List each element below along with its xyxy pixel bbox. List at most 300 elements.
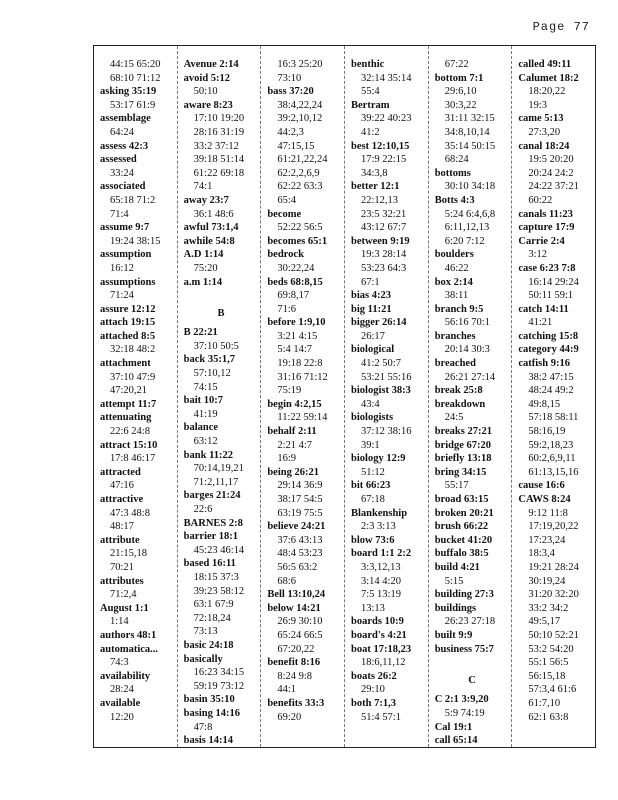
index-term: attractive (100, 494, 144, 505)
index-term: bottoms (434, 167, 471, 179)
index-reference: 16:12 (110, 262, 134, 274)
index-term: assessed (100, 154, 137, 166)
index-reference: 24:5 (444, 412, 464, 424)
index-column-2 (178, 46, 262, 747)
index-reference: 23:5 32:21 (361, 208, 407, 220)
index-term: Botts 4:3 (434, 194, 475, 206)
index-reference: 6:20 7:12 (444, 235, 485, 247)
index-reference: 9:12 11:8 (528, 507, 568, 519)
index-term: attachment (100, 358, 151, 370)
index-term: broad 63:15 (434, 494, 489, 505)
index-reference: 37:10 47:9 (110, 371, 156, 383)
index-term: attracted (100, 466, 141, 478)
index-reference: 31:16 71:12 (277, 371, 328, 383)
index-reference: 17:8 46:17 (110, 453, 156, 465)
index-reference: 41:21 (528, 317, 553, 329)
index-reference: 41:19 (193, 408, 218, 420)
index-term: Carrie 2:4 (518, 235, 565, 247)
index-term: CAWS 8:24 (518, 494, 571, 505)
index-reference: 33:2 37:12 (193, 140, 239, 152)
index-reference: 44:15 65:20 (110, 59, 161, 70)
index-term: attempt 11:7 (100, 398, 157, 410)
index-term: assume 9:7 (100, 222, 150, 234)
index-reference: 19:5 20:20 (528, 154, 574, 166)
index-term: bridge 67:20 (434, 439, 491, 451)
index-term: C 2:1 3:9,20 (434, 694, 489, 706)
index-reference: 6:11,12,13 (444, 222, 490, 234)
index-reference: 37:12 38:16 (361, 426, 412, 438)
index-reference: 43:12 67:7 (361, 222, 407, 234)
index-term: assemblage (100, 113, 151, 125)
index-term: business 75:7 (434, 643, 494, 655)
index-term: branch 9:5 (434, 303, 484, 315)
index-term: barrier 18:1 (183, 531, 239, 543)
index-reference: 71:2,4 (110, 589, 137, 601)
index-reference: 75:20 (193, 262, 218, 274)
index-term: catch 14:11 (518, 303, 569, 315)
index-term: basin 35:10 (183, 694, 235, 706)
index-reference: 61:7,10 (528, 697, 561, 709)
index-term: basic 24:18 (183, 639, 234, 651)
index-term: biological (351, 344, 395, 356)
index-reference: 47:3 48:8 (110, 507, 150, 519)
index-reference: 53:17 61:9 (110, 99, 156, 111)
index-term: beds 68:8,15 (267, 276, 323, 288)
index-reference: 74:3 (110, 657, 129, 669)
index-reference: 37:10 50:5 (193, 340, 239, 352)
index-reference: 16:14 29:24 (528, 276, 579, 288)
index-term: become (267, 208, 302, 220)
index-term: biologists (351, 412, 394, 424)
index-term: best 12:10,15 (351, 140, 410, 152)
index-reference: 74:15 (193, 381, 218, 393)
index-reference: 71:6 (277, 303, 297, 315)
index-reference: 30:19,24 (528, 575, 566, 587)
index-term: boat 17:18,23 (351, 643, 412, 655)
index-reference: 30:10 34:18 (444, 181, 496, 193)
index-term: build 4:21 (434, 561, 480, 573)
index-term: came 5:13 (518, 113, 564, 125)
index-reference: 57:3,4 61:6 (528, 684, 577, 696)
index-reference: 33:2 34:2 (528, 602, 569, 614)
index-reference: 5:9 74:19 (444, 707, 485, 719)
index-reference: 2:3 3:13 (361, 521, 396, 533)
index-reference: 16:3 25:20 (277, 59, 323, 70)
index-reference: 47:8 (193, 721, 213, 733)
index-term: benefit 8:16 (267, 657, 321, 669)
index-reference: 38:4,22,24 (277, 99, 323, 111)
index-term: bigger 26:14 (351, 317, 407, 329)
index-term: aware 8:23 (183, 99, 233, 111)
index-frame (93, 45, 596, 748)
index-reference: 3:12 (528, 249, 548, 261)
index-reference: 19:3 (528, 99, 548, 111)
index-reference: 29:10 (361, 684, 385, 696)
index-reference: 5:24 6:4,6,8 (444, 208, 496, 220)
index-reference: 18:3,4 (528, 548, 555, 560)
index-term: catching 15:8 (518, 330, 579, 342)
index-term: brush 66:22 (434, 521, 489, 533)
index-term: boulders (434, 249, 474, 261)
index-term: assumption (100, 249, 152, 261)
index-reference: 60:2,6,9,11 (528, 453, 576, 465)
index-term: attach 19:15 (100, 317, 156, 329)
index-reference: 28:16 31:19 (193, 126, 245, 138)
index-term: boards 10:9 (351, 616, 404, 628)
index-reference: 13:13 (361, 602, 385, 614)
index-term: basing 14:16 (183, 707, 240, 719)
blank-line (184, 289, 259, 303)
index-reference: 51:12 (361, 466, 385, 478)
index-reference: 57:10,12 (193, 368, 231, 380)
index-term: awful 73:1,4 (183, 222, 239, 234)
index-reference: 70:14,19,21 (193, 463, 244, 475)
index-reference: 22:12,13 (361, 194, 399, 206)
index-reference: 63:12 (193, 436, 218, 448)
index-term: B 22:21 (183, 327, 218, 339)
index-reference: 49:8,15 (528, 398, 561, 410)
index-term: canal 18:24 (518, 140, 570, 152)
index-reference: 17:10 19:20 (193, 113, 245, 125)
index-reference: 31:20 32:20 (528, 589, 579, 601)
index-term: bring 34:15 (434, 466, 487, 478)
index-reference: 24:22 37:21 (528, 181, 579, 193)
index-term: attenuating (100, 412, 152, 424)
index-term: attached 8:5 (100, 330, 156, 342)
index-term: buffalo 38:5 (434, 548, 489, 560)
index-term: board's 4:21 (351, 629, 407, 641)
index-reference: 45:23 46:14 (193, 544, 245, 556)
index-term: Calumet 18:2 (518, 72, 579, 84)
index-term: bias 4:23 (351, 290, 391, 302)
index-column-4 (345, 46, 429, 747)
index-reference: 26:21 27:14 (444, 371, 496, 383)
index-term: breakdown (434, 398, 486, 410)
index-term: boats 26:2 (351, 670, 397, 682)
index-term: A.D 1:14 (183, 249, 224, 261)
index-term: broken 20:21 (434, 507, 494, 519)
index-reference: 2:21 4:7 (277, 439, 313, 451)
index-reference: 41:2 50:7 (361, 358, 401, 370)
index-term: basically (183, 653, 223, 665)
index-reference: 61:21,22,24 (277, 154, 328, 166)
index-term: August 1:1 (100, 602, 149, 614)
index-term: bedrock (267, 249, 304, 261)
index-term: behalf 2:11 (267, 426, 317, 438)
index-term: awhile 54:8 (183, 235, 235, 247)
index-reference: 33:24 (110, 167, 134, 179)
index-reference: 51:4 57:1 (361, 711, 401, 723)
index-reference: 63:19 75:5 (277, 507, 323, 519)
index-term: a.m 1:14 (183, 276, 223, 288)
section-letter: B (217, 307, 225, 319)
index-term: away 23:7 (183, 194, 229, 206)
index-column-3 (261, 46, 345, 747)
index-reference: 58:16,19 (528, 426, 566, 438)
index-term: catfish 9:16 (518, 358, 570, 370)
index-column-1 (94, 46, 178, 747)
index-reference: 56:15,18 (528, 670, 566, 682)
index-term: back 35:1,7 (183, 354, 236, 366)
index-reference: 48:17 (110, 521, 134, 533)
index-term: attract 15:10 (100, 439, 158, 451)
index-term: built 9:9 (434, 629, 473, 641)
index-reference: 32:14 35:14 (361, 72, 412, 84)
index-reference: 64:24 (110, 126, 134, 138)
index-reference: 68:6 (277, 575, 297, 587)
index-reference: 18:6,11,12 (361, 657, 406, 669)
index-term: call 65:14 (434, 735, 478, 747)
index-reference: 20:14 30:3 (444, 344, 490, 356)
index-reference: 63:1 67:9 (193, 599, 234, 611)
index-term: asking 35:19 (100, 86, 157, 98)
index-reference: 43:4 (361, 398, 380, 410)
index-term: buildings (434, 602, 477, 614)
index-reference: 27:3,20 (528, 126, 561, 138)
index-reference: 12:20 (110, 711, 134, 723)
index-reference: 36:1 48:6 (193, 208, 234, 220)
index-reference: 61:22 69:18 (193, 167, 245, 179)
index-reference: 5:15 (444, 575, 464, 587)
index-term: between 9:19 (351, 235, 410, 247)
index-reference: 61:13,15,16 (528, 466, 579, 478)
index-reference: 16:23 34:15 (193, 667, 245, 679)
index-reference: 44:1 (277, 684, 297, 696)
index-term: bottom 7:1 (434, 72, 484, 84)
index-term: availability (100, 670, 151, 682)
index-reference: 26:17 (361, 330, 385, 342)
index-term: branches (434, 330, 476, 342)
index-reference: 20:24 24:2 (528, 167, 574, 179)
index-reference: 74:1 (193, 181, 213, 193)
index-reference: 55:1 56:5 (528, 657, 569, 669)
index-term: benthic (351, 59, 385, 70)
index-term: benefits 33:3 (267, 697, 325, 709)
index-reference: 30:22,24 (277, 262, 315, 274)
index-term: bucket 41:20 (434, 534, 493, 546)
index-reference: 50:11 59:1 (528, 290, 574, 302)
index-reference: 39:2,10,12 (277, 113, 323, 125)
index-reference: 39:22 40:23 (361, 113, 412, 125)
index-reference: 38:17 54:5 (277, 494, 323, 505)
index-term: breached (434, 358, 476, 370)
index-term: attribute (100, 534, 140, 546)
index-reference: 3:14 4:20 (361, 575, 401, 587)
index-term: bass 37:20 (267, 86, 314, 98)
index-term: cause 16:6 (518, 480, 565, 492)
index-term: Bertram (351, 99, 390, 111)
index-term: break 25:8 (434, 385, 483, 397)
index-reference: 52:22 56:5 (277, 222, 323, 234)
index-reference: 68:10 71:12 (110, 72, 161, 84)
index-reference: 69:8,17 (277, 290, 310, 302)
index-reference: 19:21 28:24 (528, 561, 579, 573)
index-reference: 53:23 64:3 (361, 262, 407, 274)
index-term: Avenue 2:14 (183, 59, 239, 70)
index-reference: 22:6 24:8 (110, 426, 150, 438)
index-term: balance (183, 422, 219, 434)
index-reference: 67:18 (361, 494, 385, 505)
index-term: begin 4:2,15 (267, 398, 322, 410)
index-term: assess 42:3 (100, 140, 149, 152)
index-reference: 69:20 (277, 711, 302, 723)
index-reference: 53:2 54:20 (528, 643, 574, 655)
index-term: becomes 65:1 (267, 235, 328, 247)
index-term: avoid 5:12 (183, 72, 231, 84)
index-term: automatica... (100, 643, 159, 655)
index-term: believe 24:21 (267, 521, 326, 533)
index-reference: 65:24 66:5 (277, 629, 323, 641)
index-reference: 11:22 59:14 (277, 412, 328, 424)
index-term: board 1:1 2:2 (351, 548, 412, 560)
index-reference: 59:2,18,23 (528, 439, 574, 451)
index-reference: 7:5 13:19 (361, 589, 401, 601)
index-reference: 38:11 (444, 290, 469, 302)
index-term: barges 21:24 (183, 490, 241, 502)
index-reference: 19:24 38:15 (110, 235, 161, 247)
index-reference: 75:19 (277, 385, 302, 397)
index-reference: 62:1 63:8 (528, 711, 569, 723)
index-reference: 68:24 (444, 154, 469, 166)
index-term: bank 11:22 (183, 449, 233, 461)
index-reference: 67:1 (361, 276, 380, 288)
index-reference: 18:15 37:3 (193, 571, 239, 583)
index-reference: 30:3,22 (444, 99, 477, 111)
index-term: basis 14:14 (183, 735, 233, 747)
index-reference: 65:4 (277, 194, 297, 206)
index-reference: 57:18 58:11 (528, 412, 579, 424)
index-reference: 17:19,20,22 (528, 521, 579, 533)
index-reference: 32:18 48:2 (110, 344, 156, 356)
index-reference: 17:23,24 (528, 534, 566, 546)
index-term: better 12:1 (351, 181, 400, 193)
index-reference: 39:1 (361, 439, 380, 451)
index-reference: 56:16 70:1 (444, 317, 490, 329)
index-term: based 16:11 (183, 558, 236, 570)
index-reference: 71:2,11,17 (193, 476, 239, 488)
index-reference: 73:13 (193, 626, 218, 638)
index-reference: 26:9 30:10 (277, 616, 323, 628)
index-reference: 19:3 28:14 (361, 249, 407, 261)
index-term: below 14:21 (267, 602, 321, 614)
index-reference: 18:20,22 (528, 86, 566, 98)
index-reference: 47:16 (110, 480, 134, 492)
blank-line (435, 656, 510, 670)
index-term: assure 12:12 (100, 303, 156, 315)
index-term: called 49:11 (518, 59, 572, 70)
index-reference: 48:24 49:2 (528, 385, 574, 397)
index-reference: 47:15,15 (277, 140, 315, 152)
index-reference: 22:6 (193, 504, 213, 515)
index-reference: 41:2 (361, 126, 380, 138)
index-reference: 1:14 (110, 616, 129, 628)
index-reference: 47:20,21 (110, 385, 148, 397)
index-term: attributes (100, 575, 144, 587)
page-number: Page 77 (532, 20, 590, 34)
index-reference: 26:23 27:18 (444, 616, 496, 628)
index-term: Bell 13:10,24 (267, 589, 326, 601)
index-term: category 44:9 (518, 344, 579, 356)
index-reference: 34:8,10,14 (444, 126, 490, 138)
index-reference: 72:18,24 (193, 612, 231, 624)
index-reference: 71:4 (110, 208, 129, 220)
index-term: case 6:23 7:8 (518, 262, 576, 274)
index-term: available (100, 697, 141, 709)
index-term: authors 48:1 (100, 629, 157, 641)
index-reference: 55:17 (444, 480, 469, 492)
index-reference: 17:9 22:15 (361, 154, 407, 166)
index-reference: 46:22 (444, 262, 469, 274)
index-reference: 38:2 47:15 (528, 371, 574, 383)
index-term: canals 11:23 (518, 208, 573, 220)
index-reference: 16:9 (277, 453, 297, 465)
index-reference: 39:23 58:12 (193, 585, 245, 597)
index-reference: 71:24 (110, 290, 134, 302)
index-reference: 48:4 53:23 (277, 548, 323, 560)
index-term: assumptions (100, 276, 156, 288)
index-reference: 29:6,10 (444, 86, 477, 98)
index-term: big 11:21 (351, 303, 392, 315)
index-column-6 (512, 46, 595, 747)
index-term: Cal 19:1 (434, 721, 473, 733)
index-reference: 8:24 9:8 (277, 670, 313, 682)
index-reference: 50:10 (193, 86, 218, 98)
index-reference: 35:14 50:15 (444, 140, 496, 152)
index-reference: 67:20,22 (277, 643, 315, 655)
index-term: Blankenship (351, 507, 408, 519)
index-term: building 27:3 (434, 589, 494, 601)
index-term: blow 73:6 (351, 534, 395, 546)
index-reference: 73:10 (277, 72, 302, 84)
index-term: box 2:14 (434, 276, 473, 288)
index-term: biology 12:9 (351, 453, 406, 465)
index-reference: 34:3,8 (361, 167, 388, 179)
index-reference: 31:11 32:15 (444, 113, 495, 125)
index-reference: 5:4 14:7 (277, 344, 313, 356)
index-term: before 1:9,10 (267, 317, 326, 329)
index-term: associated (100, 181, 146, 193)
index-term: both 7:1,3 (351, 697, 396, 709)
index-reference: 44:2,3 (277, 126, 304, 138)
index-term: briefly 13:18 (434, 453, 492, 465)
index-reference: 50:10 52:21 (528, 629, 579, 641)
index-term: capture 17:9 (518, 222, 575, 234)
index-reference: 37:6 43:13 (277, 534, 323, 546)
index-columns (94, 46, 595, 747)
index-reference: 60:22 (528, 194, 553, 206)
index-reference: 21:15,18 (110, 548, 148, 560)
index-reference: 3:21 4:15 (277, 330, 318, 342)
index-term: being 26:21 (267, 466, 319, 478)
index-term: BARNES 2:8 (183, 517, 243, 529)
index-reference: 39:18 51:14 (193, 154, 245, 166)
index-reference: 28:24 (110, 684, 134, 696)
index-reference: 3:3,12,13 (361, 561, 401, 573)
index-term: biologist 38:3 (351, 385, 411, 397)
index-reference: 70:21 (110, 561, 134, 573)
index-reference: 55:4 (361, 86, 380, 98)
index-reference: 19:18 22:8 (277, 358, 323, 370)
index-reference: 53:21 55:16 (361, 371, 412, 383)
index-reference: 65:18 71:2 (110, 194, 156, 206)
index-column-5 (429, 46, 513, 747)
index-term: bait 10:7 (183, 395, 224, 407)
index-reference: 59:19 73:12 (193, 680, 245, 692)
index-reference: 62:2,2,6,9 (277, 167, 320, 179)
index-reference: 67:22 (444, 59, 469, 70)
index-reference: 29:14 36:9 (277, 480, 323, 492)
section-letter: C (468, 674, 476, 686)
